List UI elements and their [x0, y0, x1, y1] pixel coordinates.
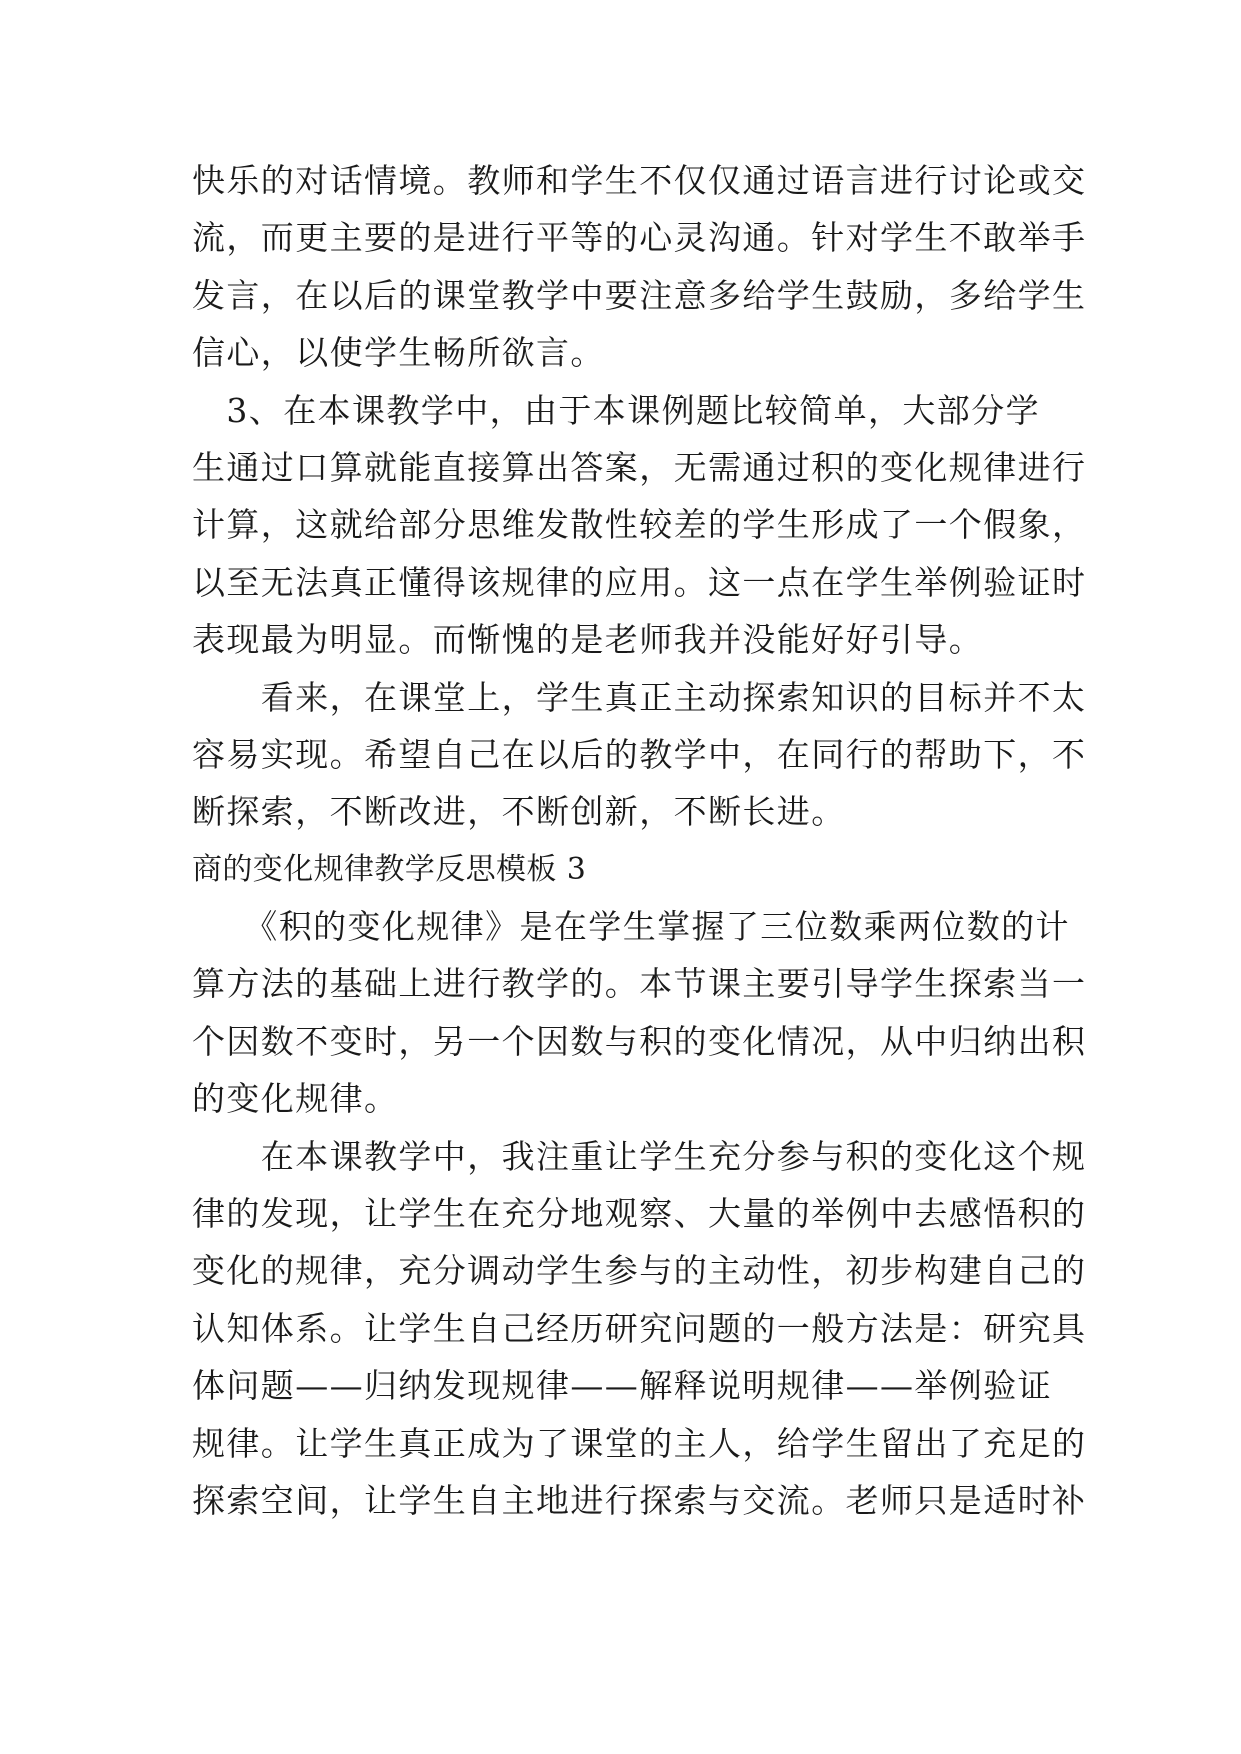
intro-paragraph — [192, 898, 1087, 1128]
conclusion-paragraph — [192, 669, 1087, 841]
text-line: 规律。让学生真正成为了课堂的主人，给学生留出了充足的 — [192, 1423, 1087, 1463]
text-line: 探索空间，让学生自主地进行探索与交流。老师只是适时补 — [192, 1480, 1087, 1520]
text-line: 体问题——归纳发现规律——解释说明规律——举例验证 — [192, 1366, 1052, 1406]
text-line: 算方法的基础上进行教学的。本节课主要引导学生探索当一 — [192, 964, 1087, 1004]
text-line: 变化的规律，充分调动学生参与的主动性，初步构建自己的 — [192, 1251, 1087, 1291]
text-line: 发言，在以后的课堂教学中要注意多给学生鼓励，多给学生 — [192, 275, 1087, 315]
text-line: 个因数不变时，另一个因数与积的变化情况，从中归纳出积 — [192, 1021, 1087, 1061]
text-line: 以至无法真正懂得该规律的应用。这一点在学生举例验证时 — [192, 562, 1087, 602]
text-line: 表现最为明显。而惭愧的是老师我并没能好好引导。 — [192, 620, 984, 660]
text-line: 3、在本课教学中，由于本课例题比较简单，大部分学 — [192, 390, 1040, 430]
text-line: 看来，在课堂上，学生真正主动探索知识的目标并不太 — [192, 677, 1087, 717]
section-heading — [192, 841, 1054, 898]
document-body — [192, 152, 1087, 1529]
section-heading-text: 商的变化规律教学反思模板 3 — [192, 851, 587, 887]
text-line: 的变化规律。 — [192, 1079, 399, 1119]
text-line: 信心，以使学生畅所欲言。 — [192, 333, 605, 373]
continuation-paragraph — [192, 152, 1087, 382]
paragraph-3 — [192, 382, 1087, 669]
text-line: 律的发现，让学生在充分地观察、大量的举例中去感悟积的 — [192, 1194, 1087, 1234]
text-line: 流，而更主要的是进行平等的心灵沟通。针对学生不敢举手 — [192, 218, 1087, 258]
text-line: 容易实现。希望自己在以后的教学中，在同行的帮助下，不 — [192, 734, 1087, 774]
text-line: 《积的变化规律》是在学生掌握了三位数乘两位数的计 — [192, 907, 1070, 947]
text-line: 快乐的对话情境。教师和学生不仅仅通过语言进行讨论或交 — [192, 161, 1087, 200]
text-line: 在本课教学中，我注重让学生充分参与积的变化这个规 — [192, 1136, 1087, 1176]
text-line: 认知体系。让学生自己经历研究问题的一般方法是：研究具 — [192, 1308, 1087, 1348]
text-line: 断探索，不断改进，不断创新，不断长进。 — [192, 792, 846, 832]
text-line: 计算，这就给部分思维发散性较差的学生形成了一个假象， — [192, 505, 1087, 545]
body-paragraph — [192, 1128, 1087, 1530]
text-line: 生通过口算就能直接算出答案，无需通过积的变化规律进行 — [192, 447, 1087, 487]
